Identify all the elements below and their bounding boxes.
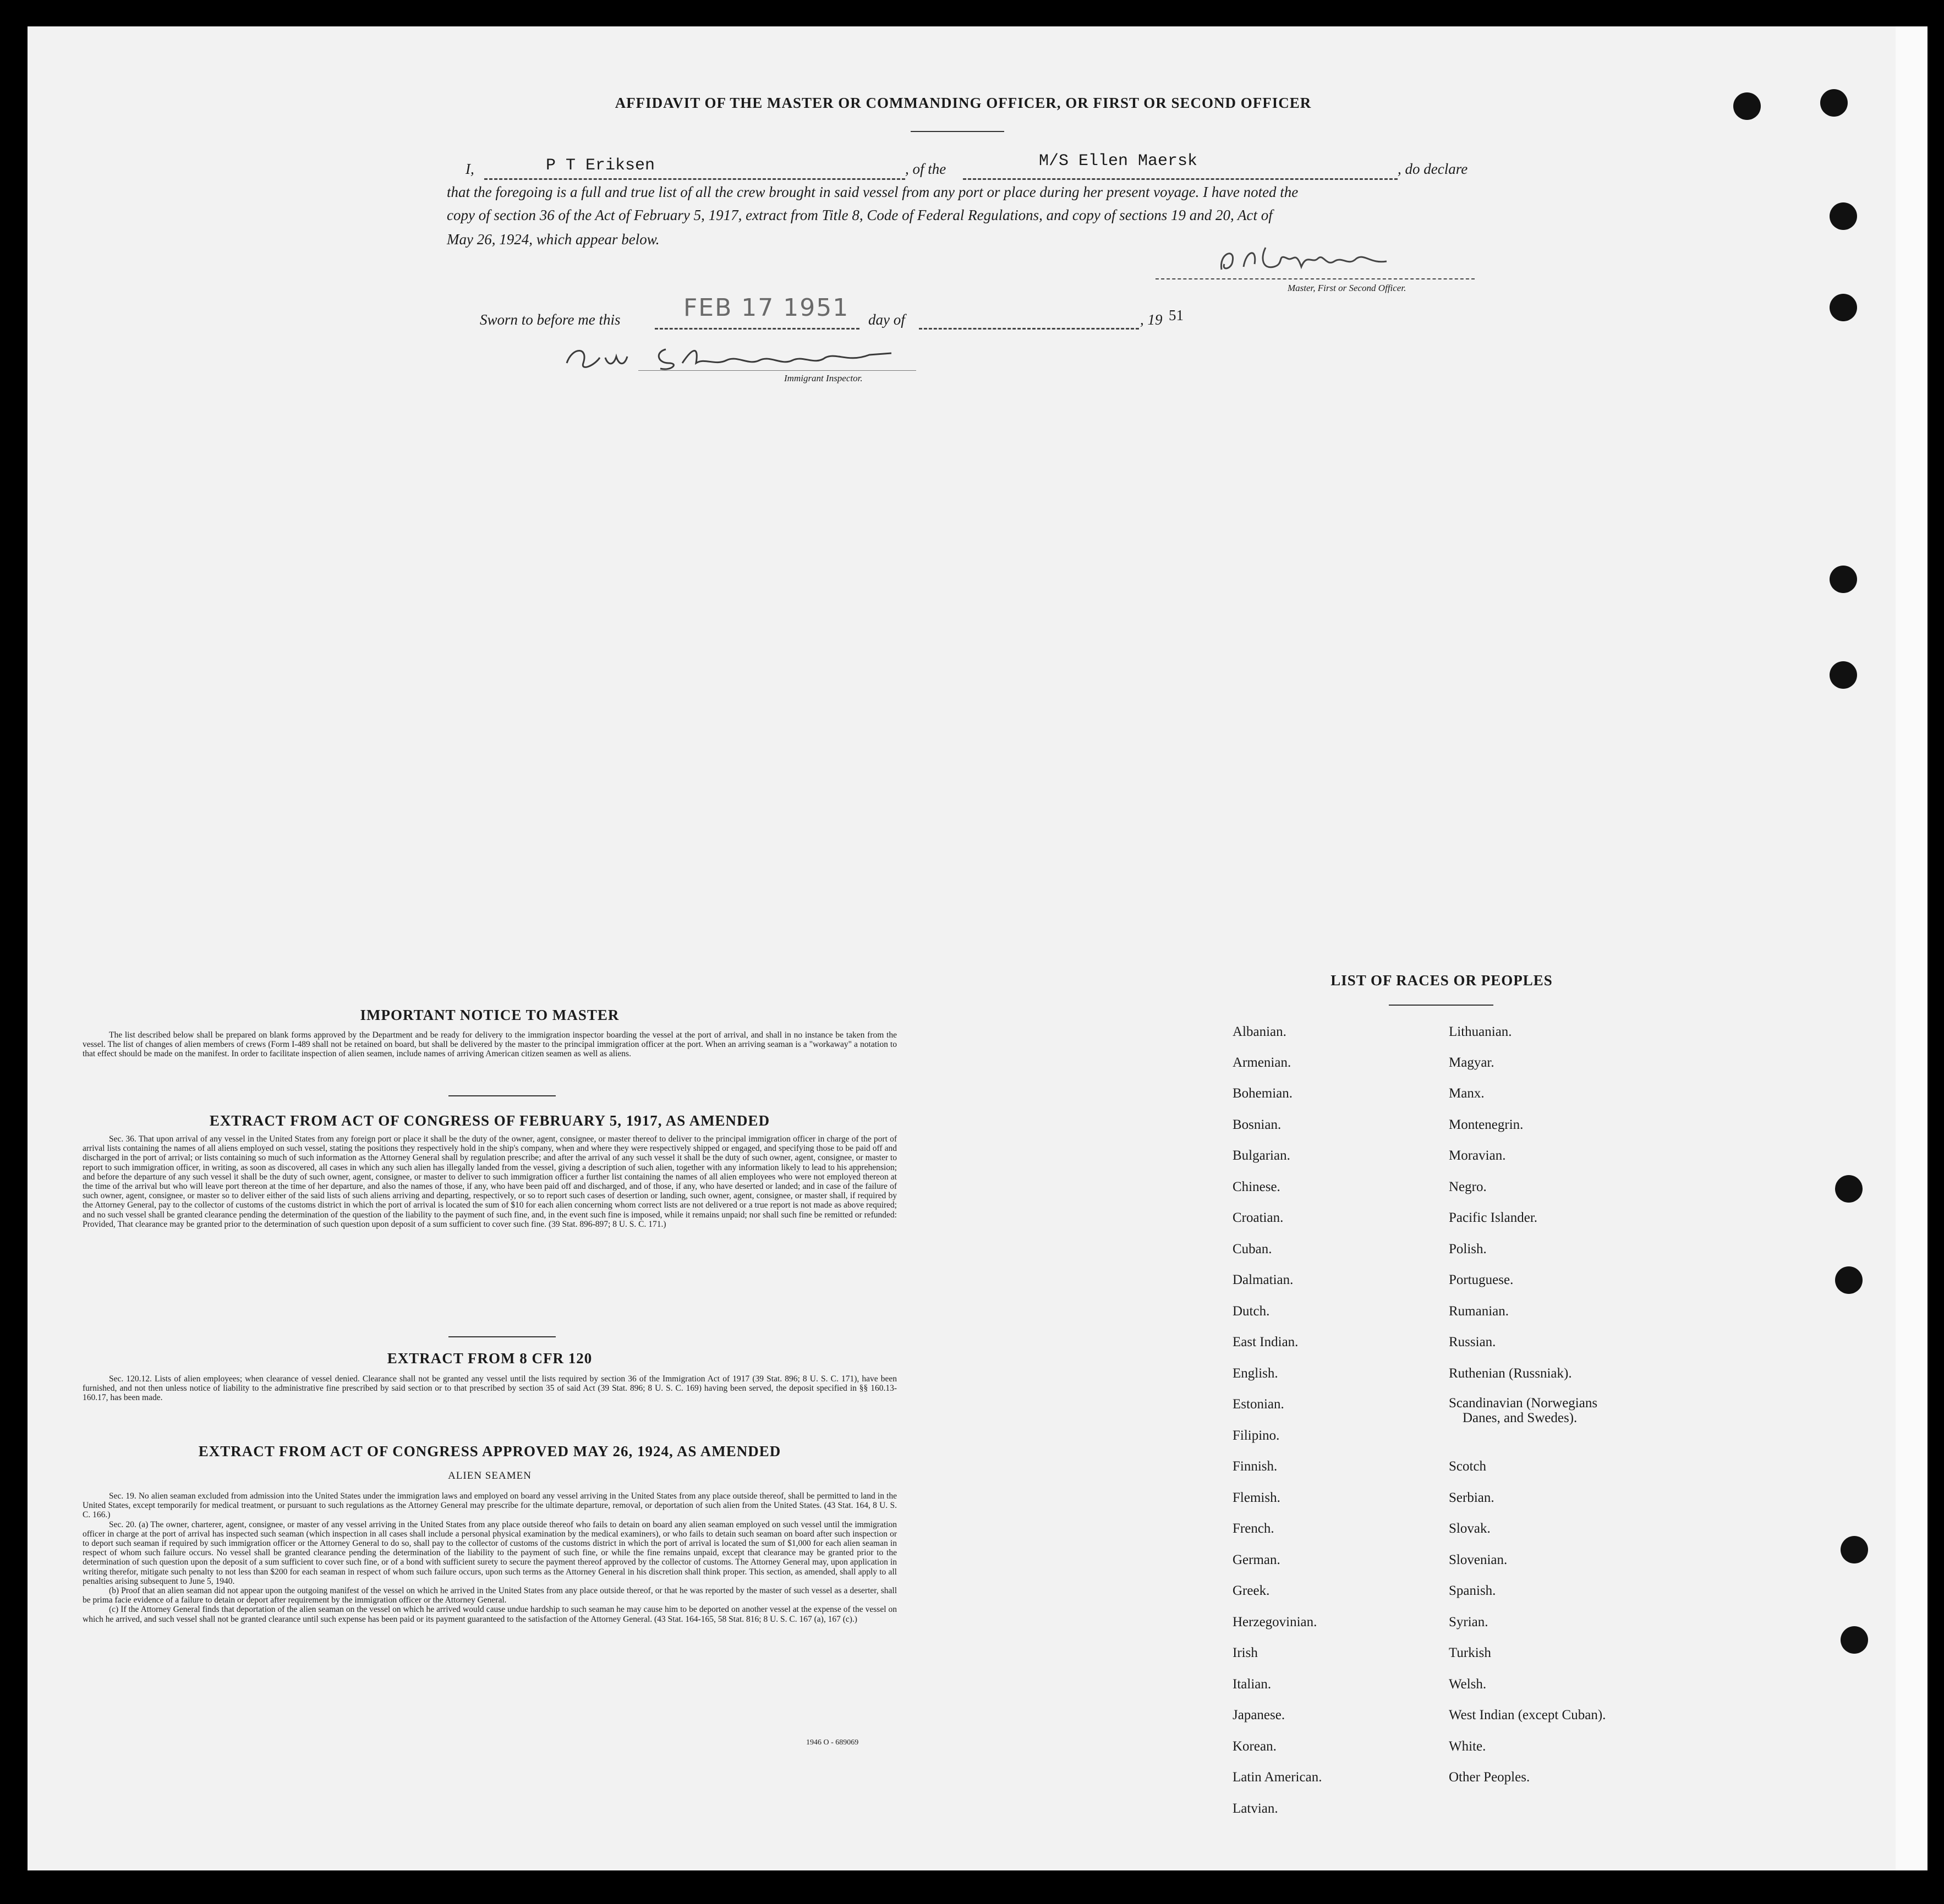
of-the-label: , of the	[905, 161, 946, 177]
day-of-label: day of	[868, 311, 905, 328]
master-name-line	[484, 178, 905, 180]
race-item: Slovak.	[1449, 1521, 1491, 1536]
race-item: English.	[1233, 1366, 1278, 1381]
race-item: Negro.	[1449, 1179, 1487, 1194]
notice-title: IMPORTANT NOTICE TO MASTER	[360, 1007, 620, 1023]
race-item: Dalmatian.	[1233, 1272, 1294, 1287]
race-item: White.	[1449, 1739, 1486, 1754]
affidavit-text-line2: that the foregoing is a full and true list of all the crew brought in said vessel from any port or place during her present voyage. I have noted the	[447, 184, 1299, 200]
race-item: Cuban.	[1233, 1242, 1272, 1256]
race-item: Scandinavian (Norwegians	[1449, 1396, 1598, 1411]
alien-seamen-subtitle: ALIEN SEAMEN	[448, 1470, 532, 1482]
month-line	[919, 328, 1139, 330]
extract-8cfr-body	[83, 1374, 897, 1403]
race-item: Magyar.	[1449, 1055, 1494, 1070]
race-item: Other Peoples.	[1449, 1770, 1530, 1785]
race-item: Pacific Islander.	[1449, 1210, 1538, 1225]
inspector-caption: Immigrant Inspector.	[784, 373, 863, 383]
race-item: Croatian.	[1233, 1210, 1284, 1225]
race-item: East Indian.	[1233, 1335, 1299, 1349]
master-signature	[1205, 237, 1414, 281]
race-item: Estonian.	[1233, 1397, 1284, 1412]
extract-1917-body	[83, 1134, 897, 1229]
master-caption: Master, First or Second Officer.	[1288, 283, 1406, 293]
punch-hole	[1830, 202, 1857, 230]
do-declare-label: , do declare	[1398, 161, 1468, 177]
race-item: Korean.	[1233, 1739, 1277, 1754]
extract-1924-body	[83, 1491, 897, 1624]
inspector-signature-line	[638, 370, 916, 371]
affidavit-text-line4: May 26, 1924, which appear below.	[447, 231, 660, 248]
race-item: Welsh.	[1449, 1677, 1487, 1692]
race-item: Slovenian.	[1449, 1552, 1508, 1567]
master-signature-line	[1156, 278, 1475, 279]
affidavit-title: AFFIDAVIT OF THE MASTER OR COMMANDING OFFICER, OR FIRST OR SECOND OFFICER	[615, 95, 1312, 111]
race-item: Moravian.	[1449, 1148, 1506, 1163]
master-name: P T Eriksen	[546, 156, 655, 175]
separator	[448, 1095, 556, 1096]
punch-hole	[1841, 1626, 1868, 1654]
race-item: Bohemian.	[1233, 1086, 1293, 1101]
affidavit-i-label: I,	[466, 161, 474, 177]
vessel-name: M/S Ellen Maersk	[1039, 152, 1198, 171]
extract-1917-title: EXTRACT FROM ACT OF CONGRESS OF FEBRUARY 5, 1917, AS AMENDED	[209, 1112, 770, 1129]
race-item: Finnish.	[1233, 1459, 1278, 1474]
race-item: Danes, and Swedes).	[1463, 1411, 1578, 1425]
section-20c-paragraph: (c) If the Attorney General finds that deportation of the alien seaman on the vessel on which he arrived would cause undue hardship to such seaman he may cause him to be deported on another vessel at the expense of the vessel on which he arrived, and such vessel shall not be granted clearance until such expense has been paid or its payment guaranteed to the satisfaction of the Attorney General. (43 Stat. 164-165, 58 Stat. 816; 8 U. S. C. 167 (a), 167 (c).)	[83, 1605, 897, 1624]
race-item: Japanese.	[1233, 1708, 1285, 1722]
separator	[448, 1336, 556, 1337]
race-item: Russian.	[1449, 1335, 1496, 1349]
title-underline	[911, 131, 1004, 132]
race-item: Filipino.	[1233, 1428, 1280, 1443]
race-item: Lithuanian.	[1449, 1024, 1512, 1039]
punch-hole	[1820, 89, 1848, 117]
race-item: Serbian.	[1449, 1490, 1494, 1505]
race-item: Bulgarian.	[1233, 1148, 1290, 1163]
race-item: Latin American.	[1233, 1770, 1322, 1785]
section-20a-paragraph: Sec. 20. (a) The owner, charterer, agent, consignee, or master of any vessel arriving in the United States from any place outside thereof who fails to detain on board any alien seaman employed on such vessel until the immigration officer in charge at the port of arrival has inspected such seaman (which inspection in all cases shall include a personal physical examination by the medical examiners), or who fails to detain such seaman on board after such inspection or to deport such seaman if required by such immigration officer or the Attorney General to do so, shall pay to the collector of customs of the customs district in which the port of arrival is located the sum of $1,000 for each alien seaman in respect of whom such failure occurs. No vessel shall be granted clearance pending the determination of the liability to the payment of such fine, or while the fine remains unpaid, except that clearance may be granted prior to the determination of such question upon the deposit of a sum sufficient to cover such fine, or of a bond with sufficient surety to secure the payment thereof approved by the collector of customs. The Attorney General may, upon application in writing therefor, mitigate such penalty to not less than $200 for each seaman in respect of whom such failure occurs, upon such terms as the Attorney General in his discretion shall think proper. This section, as amended, shall apply to all penalties arising subsequent to June 5, 1940.	[83, 1519, 897, 1586]
punch-hole	[1733, 92, 1761, 120]
race-item: Syrian.	[1449, 1615, 1488, 1629]
race-item: Spanish.	[1449, 1583, 1496, 1598]
race-item: Polish.	[1449, 1242, 1487, 1256]
punch-hole	[1830, 294, 1857, 321]
vessel-name-line	[963, 178, 1398, 180]
notice-paragraph: The list described below shall be prepared on blank forms approved by the Department and be ready for delivery to the immigration inspector boarding the vessel at the port of arrival, and shall in no instance be taken from the vessel. The list of changes of alien members of crews (Form I-489 shall not be retained on board, but shall be delivered by the master to the principal immigration officer at the port. When an arriving seaman is a "workaway" a notation to that effect should be made on the manifest. In order to facilitate inspection of alien seamen, include names of arriving American citizen seamen as well as aliens.	[83, 1030, 897, 1059]
print-code: 1946 O - 689069	[806, 1738, 859, 1747]
race-item: Turkish	[1449, 1645, 1491, 1660]
punch-hole	[1830, 661, 1857, 689]
section-120-12-paragraph: Sec. 120.12. Lists of alien employees; when clearance of vessel denied. Clearance shall not be granted any vessel until the lists required by section 36 of the Immigration Act of 1917 (39 Stat. 896; 8 U. S. C. 171), have been furnished, and not then unless notice of liability to the administrative fine prescribed by said section or to that prescribed by section 35 of said Act (39 Stat. 896; 8 U. S. C. 169) having been served, the deposit specified in §§ 160.13-160.17, has been made.	[83, 1374, 897, 1403]
race-item: Latvian.	[1233, 1801, 1278, 1816]
inspector-signature	[561, 341, 902, 374]
sworn-date-stamp: FEB 17 1951	[683, 294, 850, 322]
race-item: Rumanian.	[1449, 1304, 1509, 1319]
race-item: Dutch.	[1233, 1304, 1270, 1319]
race-item: Scotch	[1449, 1459, 1487, 1474]
sworn-label: Sworn to before me this	[480, 311, 621, 328]
race-item: Irish	[1233, 1645, 1258, 1660]
extract-8cfr-title: EXTRACT FROM 8 CFR 120	[387, 1350, 593, 1367]
race-item: West Indian (except Cuban).	[1449, 1708, 1606, 1722]
page-edge	[1896, 26, 1927, 1870]
punch-hole	[1835, 1175, 1863, 1203]
affidavit-text-line3: copy of section 36 of the Act of February 5, 1917, extract from Title 8, Code of Federal Regulations, and copy of sections 19 and 20, Act of	[447, 207, 1273, 223]
section-19-paragraph: Sec. 19. No alien seaman excluded from admission into the United States under the immigration laws and employed on board any vessel arriving in the United States from any place outside thereof, shall be permitted to land in the United States, except temporarily for medical treatment, or pursuant to such regulations as the Attorney General may prescribe for the ultimate departure, removal, or deportation of such alien from the United States. (43 Stat. 164, 8 U. S. C. 166.)	[83, 1491, 897, 1520]
race-item: Ruthenian (Russniak).	[1449, 1366, 1572, 1381]
races-title: LIST OF RACES OR PEOPLES	[1330, 972, 1553, 989]
race-item: Armenian.	[1233, 1055, 1291, 1070]
race-item: Bosnian.	[1233, 1117, 1282, 1132]
race-item: Italian.	[1233, 1677, 1272, 1692]
year-prefix: , 19	[1140, 311, 1163, 328]
notice-body	[83, 1030, 897, 1059]
section-20b-paragraph: (b) Proof that an alien seaman did not appear upon the outgoing manifest of the vessel on which he arrived in the United States from any place outside thereof, or that he was reported by the master of such vessel as a deserter, shall be prima facie evidence of a failure to detain or deport after requirement by the immigration officer or the Attorney General.	[83, 1586, 897, 1605]
punch-hole	[1835, 1266, 1863, 1294]
year-suffix: 51	[1169, 307, 1184, 323]
race-item: Manx.	[1449, 1086, 1485, 1101]
section-36-paragraph: Sec. 36. That upon arrival of any vessel in the United States from any foreign port or place it shall be the duty of the owner, agent, consignee, or master thereof to deliver to the principal immigration officer in charge of the port of arrival lists containing the names of all aliens employed on such vessel, stating the positions they respectively hold in the ship's company, when and where they were respectively shipped or engaged, and specifying those to be paid off and discharged in the port of arrival; or lists containing so much of such information as the Attorney General shall by regulation prescribe; and after the arrival of any such vessel it shall be the duty of such owner, agent, consignee, or master to report to such immigration officer, in writing, as soon as discovered, all cases in which any such alien has illegally landed from the vessel, giving a description of such alien, together with any information likely to lead to his apprehension; and before the departure of any such vessel it shall be the duty of such owner, agent, consignee, or master to deliver to such immigration officer a further list containing the names of all alien employees who were not employed thereon at the time of the arrival but who will leave port thereon at the time of her departure, and also the names of those, if any, who have been paid off and discharged, and of those, if any, who have deserted or landed; and in case of the failure of such owner, agent, consignee, or master so to deliver either of the said lists of such aliens arriving and departing, respectively, or so to report such cases of desertion or landing, such owner, agent, consignee, or master shall, if required by the Attorney General, pay to the collector of customs of the customs district in which the port of arrival is located the sum of $10 for each alien concerning whom correct lists are not delivered or a true report is not made as above required; and no such vessel shall be granted clearance pending the determination of the question of the liability to the payment of such fine, and, in the event such fine is imposed, while it remains unpaid; nor shall such fine be remitted or refunded: Provided, That clearance may be granted prior to the determination of such question upon deposit of a sum sufficient to cover such fine. (39 Stat. 896-897; 8 U. S. C. 171.)	[83, 1134, 897, 1229]
race-item: Greek.	[1233, 1583, 1270, 1598]
race-item: German.	[1233, 1552, 1280, 1567]
race-item: Albanian.	[1233, 1024, 1286, 1039]
punch-hole	[1841, 1536, 1868, 1563]
extract-1924-title: EXTRACT FROM ACT OF CONGRESS APPROVED MAY 26, 1924, AS AMENDED	[198, 1443, 781, 1459]
race-item: Chinese.	[1233, 1179, 1280, 1194]
race-item: Herzegovinian.	[1233, 1615, 1317, 1629]
race-item: Portuguese.	[1449, 1272, 1514, 1287]
sworn-date-line	[655, 328, 859, 330]
punch-hole	[1830, 566, 1857, 593]
race-item: Montenegrin.	[1449, 1117, 1524, 1132]
races-title-underline	[1389, 1005, 1493, 1006]
race-item: Flemish.	[1233, 1490, 1280, 1505]
race-item: French.	[1233, 1521, 1274, 1536]
